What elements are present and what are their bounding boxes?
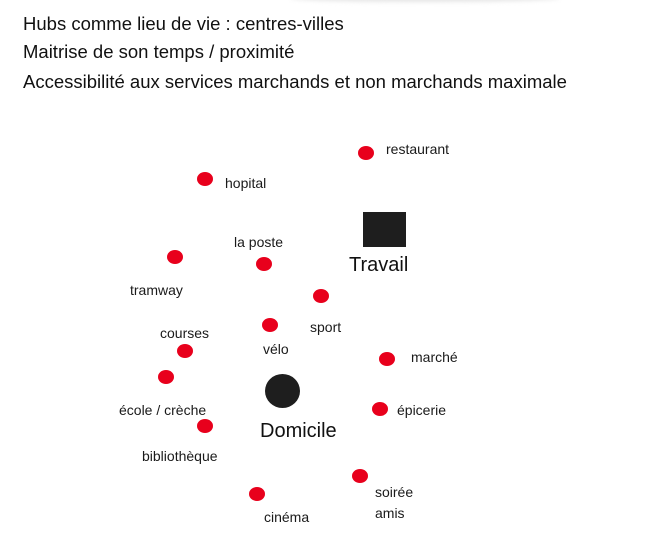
- restaurant-dot: [358, 146, 374, 160]
- sport-dot: [313, 289, 329, 303]
- headline-hubs: Hubs comme lieu de vie : centres-villes: [23, 13, 344, 34]
- bibliotheque-label: bibliothèque: [142, 448, 218, 464]
- hopital-dot: [197, 172, 213, 186]
- work-label: Travail: [349, 254, 409, 276]
- tramway-dot: [167, 250, 183, 264]
- headline-time-proximity: Maitrise de son temps / proximité: [23, 41, 295, 62]
- ecole-dot: [158, 370, 174, 384]
- la-poste-label: la poste: [234, 234, 284, 250]
- headline-accessibility: Accessibilité aux services marchands et non marchands maximale: [23, 71, 567, 92]
- velo-label: vélo: [263, 341, 289, 357]
- home-circle: [265, 374, 300, 408]
- soiree-amis-dot: [352, 469, 368, 483]
- marche-label: marché: [411, 349, 458, 365]
- courses-dot: [177, 344, 193, 358]
- restaurant-label: restaurant: [386, 141, 450, 157]
- tramway-label: tramway: [130, 282, 183, 298]
- bibliotheque-dot: [197, 419, 213, 433]
- sport-label: sport: [310, 319, 342, 335]
- courses-label: courses: [160, 325, 210, 341]
- ecole-label: école / crèche: [119, 402, 207, 418]
- hopital-label: hopital: [225, 175, 267, 191]
- soiree-label-line2: amis: [375, 505, 405, 521]
- epicerie-label: épicerie: [397, 402, 447, 418]
- cinema-dot: [249, 487, 265, 501]
- marche-dot: [379, 352, 395, 366]
- epicerie-dot: [372, 402, 388, 416]
- home-label: Domicile: [260, 420, 337, 442]
- velo-dot: [262, 318, 278, 332]
- work-square: [363, 212, 406, 247]
- la-poste-dot: [256, 257, 272, 271]
- soiree-label-line1: soirée: [375, 484, 414, 500]
- cinema-label: cinéma: [264, 509, 310, 525]
